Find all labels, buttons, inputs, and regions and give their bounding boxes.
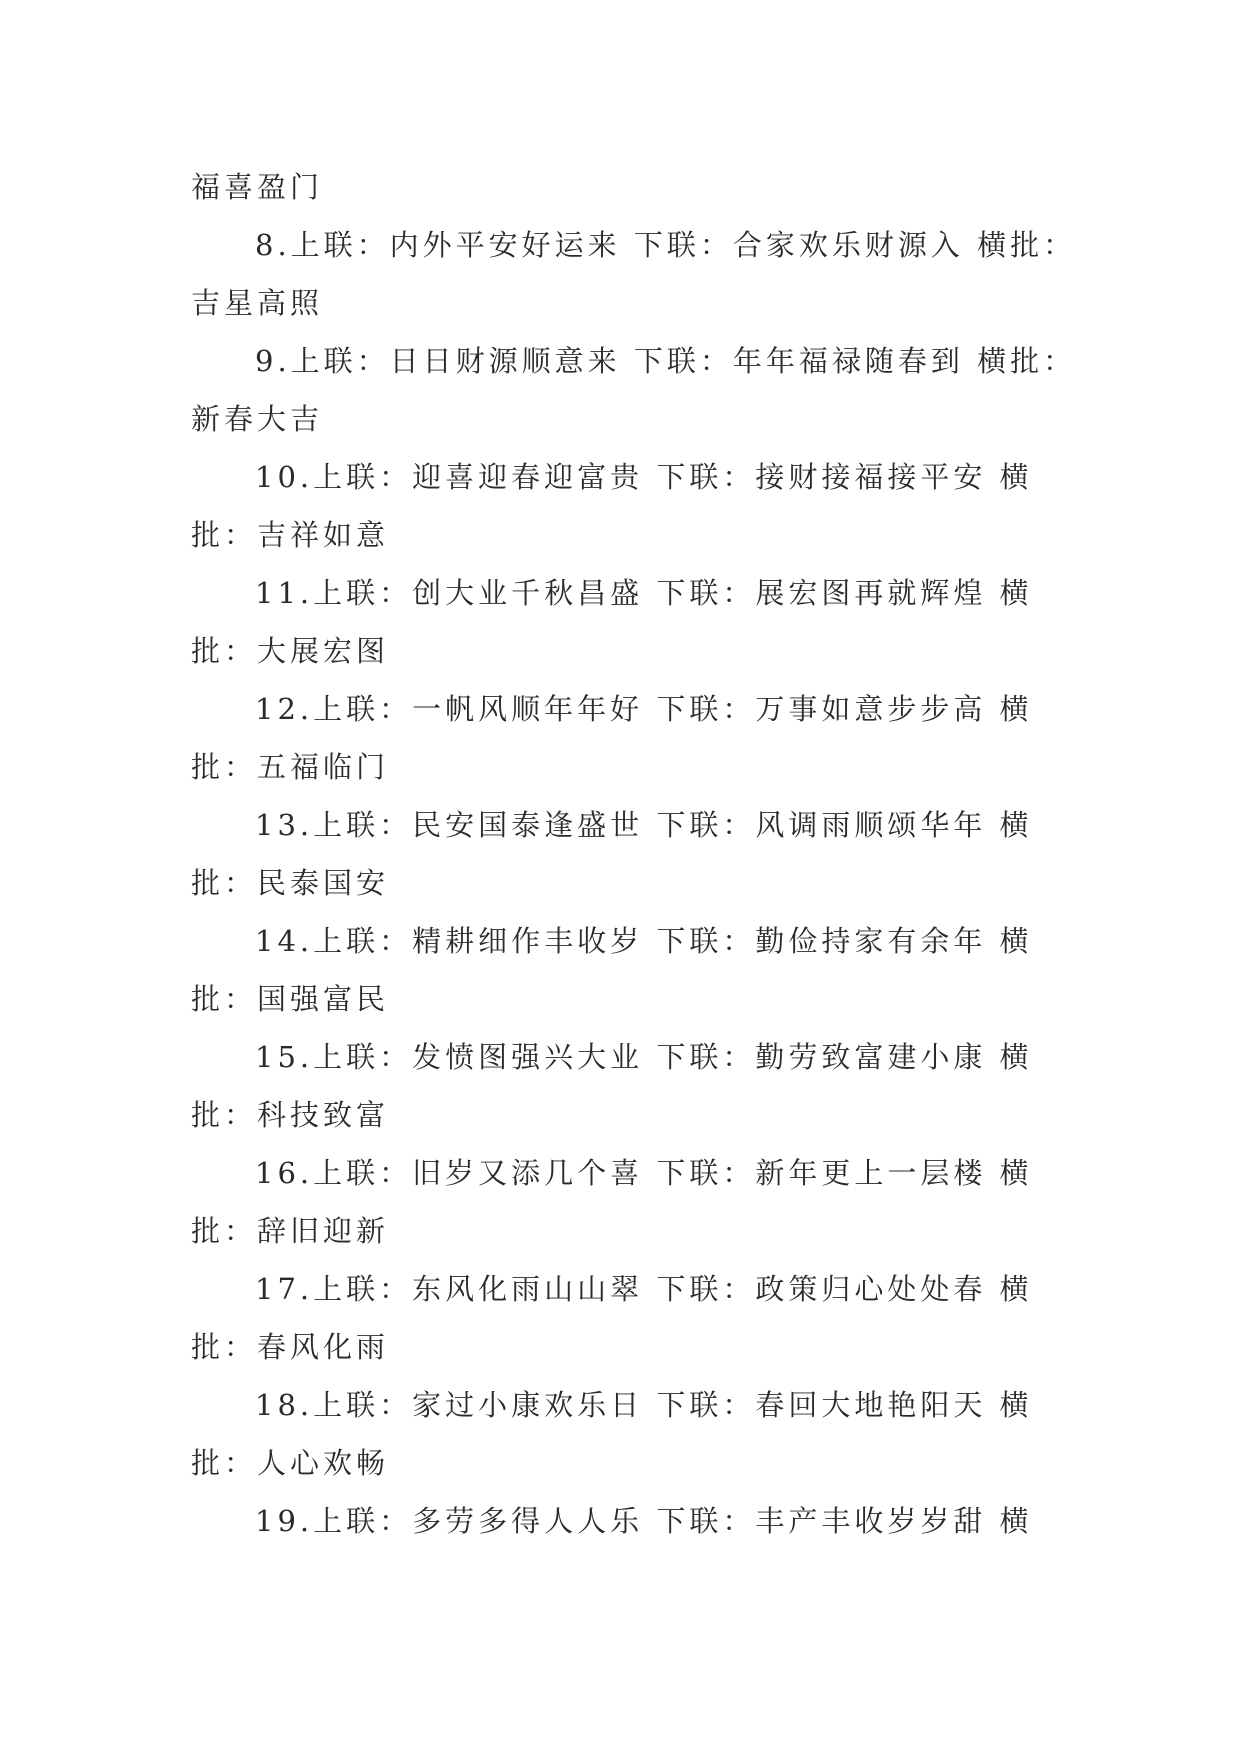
text-line: 15.上联：发愤图强兴大业 下联：勤劳致富建小康 横: [255, 1040, 1033, 1074]
text-line: 批：吉祥如意: [191, 518, 390, 552]
text-line: 17.上联：东风化雨山山翠 下联：政策归心处处春 横: [255, 1272, 1033, 1306]
text-line: 14.上联：精耕细作丰收岁 下联：勤俭持家有余年 横: [255, 924, 1033, 958]
text-line: 8.上联：内外平安好运来 下联：合家欢乐财源入 横批：: [255, 228, 1077, 262]
text-line: 批：大展宏图: [191, 634, 390, 668]
text-line: 批：人心欢畅: [191, 1446, 390, 1480]
text-line: 12.上联：一帆风顺年年好 下联：万事如意步步高 横: [255, 692, 1033, 726]
text-line: 19.上联：多劳多得人人乐 下联：丰产丰收岁岁甜 横: [255, 1504, 1033, 1538]
text-line: 批：辞旧迎新: [191, 1214, 390, 1248]
text-line: 9.上联：日日财源顺意来 下联：年年福禄随春到 横批：: [255, 344, 1077, 378]
text-line: 批：五福临门: [191, 750, 390, 784]
text-line: 批：国强富民: [191, 982, 390, 1016]
text-line: 吉星高照: [191, 286, 324, 320]
text-line: 18.上联：家过小康欢乐日 下联：春回大地艳阳天 横: [255, 1388, 1033, 1422]
text-line: 批：科技致富: [191, 1098, 390, 1132]
text-line: 批：民泰国安: [191, 866, 390, 900]
text-line: 10.上联：迎喜迎春迎富贵 下联：接财接福接平安 横: [255, 460, 1033, 494]
text-line: 13.上联：民安国泰逢盛世 下联：风调雨顺颂华年 横: [255, 808, 1033, 842]
text-line: 新春大吉: [191, 402, 324, 436]
couplet-list: [191, 158, 1077, 1550]
text-line: 批：春风化雨: [191, 1330, 390, 1364]
text-line: 11.上联：创大业千秋昌盛 下联：展宏图再就辉煌 横: [255, 576, 1033, 610]
text-line: 16.上联：旧岁又添几个喜 下联：新年更上一层楼 横: [255, 1156, 1033, 1190]
text-line: 福喜盈门: [191, 170, 324, 204]
